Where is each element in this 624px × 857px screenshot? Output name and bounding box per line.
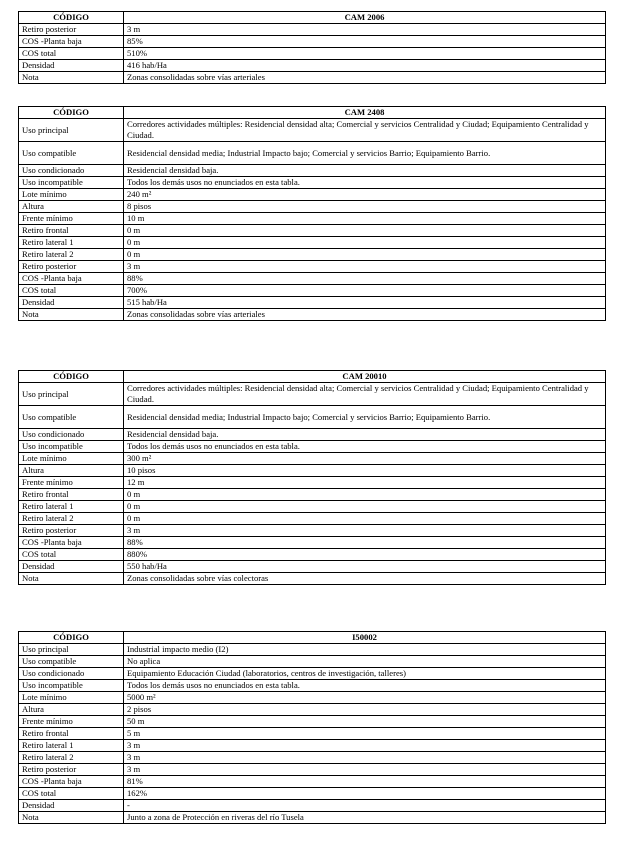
- row-label: Uso compatible: [19, 142, 124, 165]
- row-value: Zonas consolidadas sobre vías arteriales: [124, 309, 606, 321]
- row-value: Junto a zona de Protección en riveras del río Tusela: [124, 812, 606, 824]
- table-row: [19, 72, 606, 84]
- row-value: Corredores actividades múltiples: Residencial densidad alta; Comercial y servicios Centralidad y Ciudad; Equipamiento Centralidad y Ciudad.: [124, 383, 606, 406]
- table-row: [19, 489, 606, 501]
- table-row: [19, 261, 606, 273]
- table-row: [19, 213, 606, 225]
- table-row: [19, 309, 606, 321]
- table-row: [19, 406, 606, 429]
- row-label: Altura: [19, 704, 124, 716]
- row-value: 85%: [124, 36, 606, 48]
- row-value: Zonas consolidadas sobre vías arteriales: [124, 72, 606, 84]
- table-row: [19, 237, 606, 249]
- row-label: Retiro lateral 2: [19, 752, 124, 764]
- table-row: [19, 716, 606, 728]
- row-label: Retiro posterior: [19, 261, 124, 273]
- row-label: Retiro lateral 1: [19, 740, 124, 752]
- row-label: Lote mínimo: [19, 692, 124, 704]
- table-row: [19, 249, 606, 261]
- row-label: COS -Planta baja: [19, 537, 124, 549]
- table-row: [19, 704, 606, 716]
- row-label: Nota: [19, 309, 124, 321]
- table-row: [19, 788, 606, 800]
- table-row: [19, 119, 606, 142]
- row-label: Retiro frontal: [19, 225, 124, 237]
- row-label: Retiro lateral 2: [19, 513, 124, 525]
- row-value: 8 pisos: [124, 201, 606, 213]
- table-row: [19, 680, 606, 692]
- row-label: Frente mínimo: [19, 716, 124, 728]
- row-value: 3 m: [124, 261, 606, 273]
- row-label: Uso incompatible: [19, 680, 124, 692]
- row-label: Nota: [19, 812, 124, 824]
- row-value: 0 m: [124, 501, 606, 513]
- row-label: COS total: [19, 48, 124, 60]
- row-value: 3 m: [124, 764, 606, 776]
- row-label: Retiro posterior: [19, 525, 124, 537]
- table-row: [19, 644, 606, 656]
- row-label: Retiro frontal: [19, 489, 124, 501]
- zoning-table-cam-20010: [18, 370, 606, 585]
- row-value: 162%: [124, 788, 606, 800]
- row-value: 3 m: [124, 740, 606, 752]
- zone-code-cell: I50002: [124, 632, 606, 644]
- table-row: [19, 297, 606, 309]
- row-label: Retiro lateral 1: [19, 237, 124, 249]
- row-label: COS total: [19, 549, 124, 561]
- row-value: 880%: [124, 549, 606, 561]
- row-value: -: [124, 800, 606, 812]
- row-label: Lote mínimo: [19, 189, 124, 201]
- table-row: [19, 453, 606, 465]
- row-value: 12 m: [124, 477, 606, 489]
- table-row: [19, 60, 606, 72]
- row-label: Densidad: [19, 561, 124, 573]
- row-value: Todos los demás usos no enunciados en esta tabla.: [124, 177, 606, 189]
- row-label: Uso incompatible: [19, 441, 124, 453]
- zone-code-cell: CAM 20010: [124, 371, 606, 383]
- header-label-cell: CÓDIGO: [19, 12, 124, 24]
- row-value: Equipamiento Educación Ciudad (laboratorios, centros de investigación, talleres): [124, 668, 606, 680]
- row-value: 88%: [124, 537, 606, 549]
- row-label: COS -Planta baja: [19, 273, 124, 285]
- table-row: [19, 513, 606, 525]
- table-row: [19, 537, 606, 549]
- table-row: [19, 441, 606, 453]
- header-label-cell: CÓDIGO: [19, 371, 124, 383]
- row-value: 416 hab/Ha: [124, 60, 606, 72]
- row-label: Altura: [19, 465, 124, 477]
- row-label: Frente mínimo: [19, 213, 124, 225]
- table-row: [19, 383, 606, 406]
- row-label: Densidad: [19, 60, 124, 72]
- row-label: Uso compatible: [19, 656, 124, 668]
- row-label: Uso incompatible: [19, 177, 124, 189]
- table-row: [19, 177, 606, 189]
- table-header-row: [19, 371, 606, 383]
- table-row: [19, 728, 606, 740]
- table-row: [19, 48, 606, 60]
- row-label: Frente mínimo: [19, 477, 124, 489]
- row-value: Industrial impacto medio (I2): [124, 644, 606, 656]
- table-row: [19, 752, 606, 764]
- row-value: 515 hab/Ha: [124, 297, 606, 309]
- table-row: [19, 165, 606, 177]
- table-row: [19, 800, 606, 812]
- row-value: 0 m: [124, 489, 606, 501]
- header-label-cell: CÓDIGO: [19, 632, 124, 644]
- row-value: 5000 m²: [124, 692, 606, 704]
- row-value: Residencial densidad baja.: [124, 165, 606, 177]
- row-label: Densidad: [19, 800, 124, 812]
- row-label: Uso condicionado: [19, 668, 124, 680]
- row-label: Retiro posterior: [19, 764, 124, 776]
- row-value: Zonas consolidadas sobre vías colectoras: [124, 573, 606, 585]
- table-header-row: [19, 12, 606, 24]
- table-row: [19, 764, 606, 776]
- zone-code-cell: CAM 2006: [124, 12, 606, 24]
- row-value: Residencial densidad media; Industrial Impacto bajo; Comercial y servicios Barrio; Equipamiento Barrio.: [124, 406, 606, 429]
- table-row: [19, 285, 606, 297]
- table-row: [19, 656, 606, 668]
- row-label: Uso principal: [19, 644, 124, 656]
- row-label: COS -Planta baja: [19, 776, 124, 788]
- table-header-row: [19, 107, 606, 119]
- row-value: Residencial densidad media; Industrial Impacto bajo; Comercial y servicios Barrio; Equipamiento Barrio.: [124, 142, 606, 165]
- table-row: [19, 429, 606, 441]
- row-value: 510%: [124, 48, 606, 60]
- table-row: [19, 561, 606, 573]
- row-value: 5 m: [124, 728, 606, 740]
- table-row: [19, 549, 606, 561]
- row-label: Lote mínimo: [19, 453, 124, 465]
- row-value: 10 pisos: [124, 465, 606, 477]
- table-row: [19, 465, 606, 477]
- zone-code-cell: CAM 2408: [124, 107, 606, 119]
- row-value: Todos los demás usos no enunciados en esta tabla.: [124, 680, 606, 692]
- row-label: Retiro lateral 2: [19, 249, 124, 261]
- row-value: Corredores actividades múltiples: Residencial densidad alta; Comercial y servicios Centralidad y Ciudad; Equipamiento Centralidad y Ciudad.: [124, 119, 606, 142]
- row-value: 0 m: [124, 249, 606, 261]
- row-value: 300 m²: [124, 453, 606, 465]
- row-value: 3 m: [124, 525, 606, 537]
- row-value: No aplica: [124, 656, 606, 668]
- table-header-row: [19, 632, 606, 644]
- row-label: Densidad: [19, 297, 124, 309]
- row-value: 0 m: [124, 513, 606, 525]
- table-row: [19, 36, 606, 48]
- row-label: Uso principal: [19, 119, 124, 142]
- table-row: [19, 776, 606, 788]
- row-value: 3 m: [124, 752, 606, 764]
- row-label: Retiro posterior: [19, 24, 124, 36]
- row-label: COS -Planta baja: [19, 36, 124, 48]
- row-value: 81%: [124, 776, 606, 788]
- table-row: [19, 189, 606, 201]
- row-value: 50 m: [124, 716, 606, 728]
- table-row: [19, 225, 606, 237]
- table-row: [19, 812, 606, 824]
- row-value: Todos los demás usos no enunciados en esta tabla.: [124, 441, 606, 453]
- row-label: Retiro lateral 1: [19, 501, 124, 513]
- table-row: [19, 201, 606, 213]
- table-row: [19, 24, 606, 36]
- row-value: 550 hab/Ha: [124, 561, 606, 573]
- table-row: [19, 477, 606, 489]
- zoning-table-cam-2006: [18, 11, 606, 84]
- row-label: Uso principal: [19, 383, 124, 406]
- table-row: [19, 573, 606, 585]
- zoning-table-cam-2408: [18, 106, 606, 321]
- row-value: 3 m: [124, 24, 606, 36]
- table-row: [19, 501, 606, 513]
- row-label: Nota: [19, 72, 124, 84]
- zoning-table-i50002: [18, 631, 606, 824]
- row-value: 240 m²: [124, 189, 606, 201]
- row-value: 10 m: [124, 213, 606, 225]
- table-row: [19, 525, 606, 537]
- row-label: Nota: [19, 573, 124, 585]
- row-label: Uso compatible: [19, 406, 124, 429]
- row-value: 2 pisos: [124, 704, 606, 716]
- row-value: 88%: [124, 273, 606, 285]
- row-value: 0 m: [124, 237, 606, 249]
- row-label: COS total: [19, 285, 124, 297]
- row-label: Retiro frontal: [19, 728, 124, 740]
- row-value: 700%: [124, 285, 606, 297]
- table-row: [19, 692, 606, 704]
- row-value: 0 m: [124, 225, 606, 237]
- row-label: Uso condicionado: [19, 429, 124, 441]
- header-label-cell: CÓDIGO: [19, 107, 124, 119]
- table-row: [19, 668, 606, 680]
- row-label: Uso condicionado: [19, 165, 124, 177]
- row-label: COS total: [19, 788, 124, 800]
- table-row: [19, 142, 606, 165]
- table-row: [19, 740, 606, 752]
- row-label: Altura: [19, 201, 124, 213]
- row-value: Residencial densidad baja.: [124, 429, 606, 441]
- table-row: [19, 273, 606, 285]
